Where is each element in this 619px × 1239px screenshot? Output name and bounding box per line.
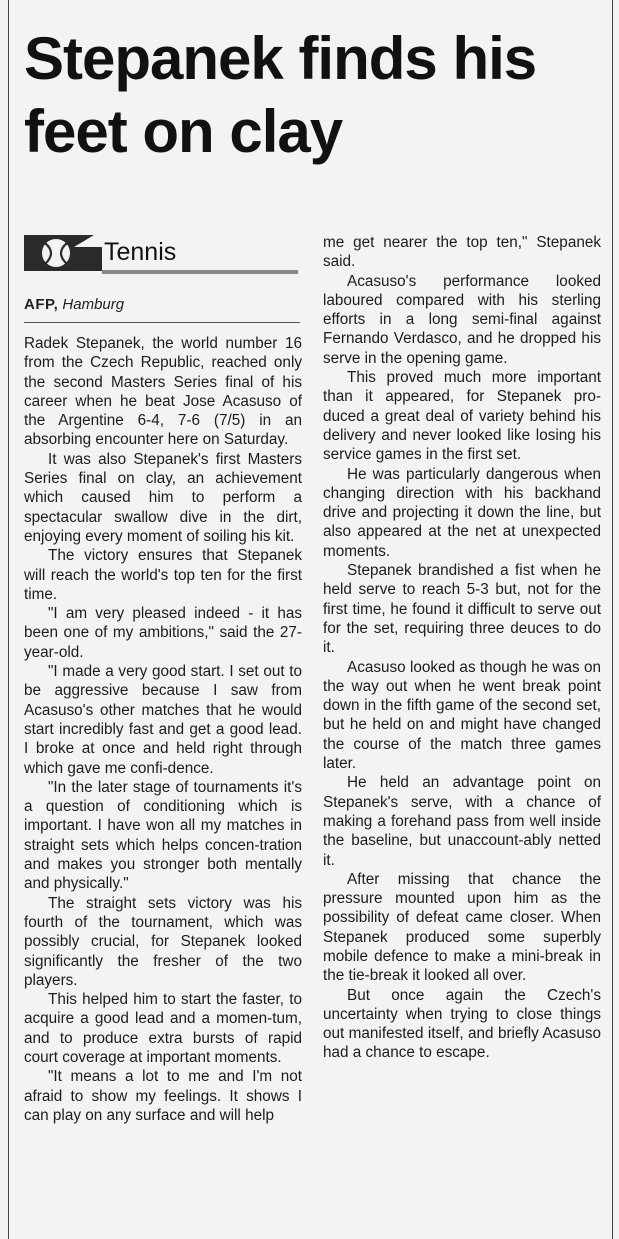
- paragraph: me get nearer the top ten," Stepanek said.: [323, 234, 601, 271]
- page-border-left: [8, 0, 9, 1239]
- paragraph: Acasuso looked as though he was on the way out when he went break point down in the fifth game of the second set, but he held on and might have changed the course of the match three games later.: [323, 658, 601, 773]
- paragraph: "I am very pleased indeed - it has been one of my ambitions," said the 27-year-old.: [24, 605, 302, 661]
- paragraph: The straight sets victory was his fourth of the tournament, which was possibly crucial, for Stepanek looked significantly the fresher of the two players.: [24, 894, 302, 989]
- paragraph: The victory ensures that Stepanek will reach the world's top ten for the first time.: [24, 547, 302, 603]
- paragraph: He held an advantage point on Stepanek's serve, with a chance of making a forehand pass from well inside the baseline, but unaccount-ably netted it.: [323, 774, 601, 869]
- paragraph: It was also Stepanek's first Masters Series final on clay, an achievement which caused him to perform a spectacular swallow dive in the dirt, enjoying every moment of soiling his kit.: [24, 450, 302, 545]
- paragraph: Acasuso's performance looked laboured compared with his sterling efforts in a long semi-final against Fernando Verdasco, and he dropped his serve in the opening game.: [323, 272, 601, 367]
- article-column-2: [323, 233, 601, 1063]
- tennis-ball-icon: [24, 235, 102, 271]
- byline: [24, 296, 124, 314]
- section-rule: [102, 270, 298, 274]
- paragraph: He was particularly dangerous when changing direction with his backhand drive and projecting it down the line, but also appeared at the net at unexpected moments.: [323, 465, 601, 560]
- paragraph: After missing that chance the pressure mounted upon him as the possibility of defeat came closer. When Stepanek produced some superbly mobile defence to make a mini-break in the tie-break it looked all over.: [323, 870, 601, 985]
- section-tag: [24, 228, 298, 276]
- headline: [24, 22, 604, 168]
- paragraph: "I made a very good start. I set out to be aggressive because I saw from Acasuso's other matches that he would start incredibly fast and get a good lead. I broke at once and held right through which gave me confi-dence.: [24, 663, 302, 777]
- byline-place: Hamburg: [62, 296, 125, 313]
- headline-line-2: feet on clay: [24, 98, 343, 165]
- page-border-right: [612, 0, 613, 1239]
- byline-divider: [24, 322, 300, 323]
- section-label: Tennis: [104, 238, 177, 266]
- article-column-1: [24, 334, 302, 1125]
- paragraph: Stepanek brandished a fist when he held serve to reach 5-3 but, not for the first time, he found it difficult to serve out for the set, requiring three deuces to do it.: [323, 562, 601, 657]
- paragraph: "In the later stage of tournaments it's a question of conditioning which is important. I have won all my matches in straight sets which helps concen-tration and makes you stronger both mentally and physically.": [24, 778, 302, 893]
- paragraph: Radek Stepanek, the world number 16 from the Czech Republic, reached only the second Masters Series final of his career when he beat Jose Acasuso of the Argentine 6-4, 7-6 (7/5) in an absorbing encounter here on Saturday.: [24, 335, 302, 449]
- paragraph: But once again the Czech's uncertainty when trying to close things out manifested itself, and briefly Acasuso had a chance to escape.: [323, 986, 601, 1062]
- paragraph: This helped him to start the faster, to acquire a good lead and a momen-tum, and to produce extra bursts of rapid court coverage at important moments.: [24, 991, 302, 1066]
- paragraph: "It means a lot to me and I'm not afraid to show my feelings. It shows I can play on any surface and will help: [24, 1068, 302, 1124]
- headline-line-1: Stepanek finds his: [24, 25, 537, 92]
- paragraph: This proved much more important than it appeared, for Stepanek pro-duced a great deal of variety behind his delivery and never looked like losing his service games in the first set.: [323, 369, 601, 464]
- byline-agency: AFP,: [24, 296, 59, 313]
